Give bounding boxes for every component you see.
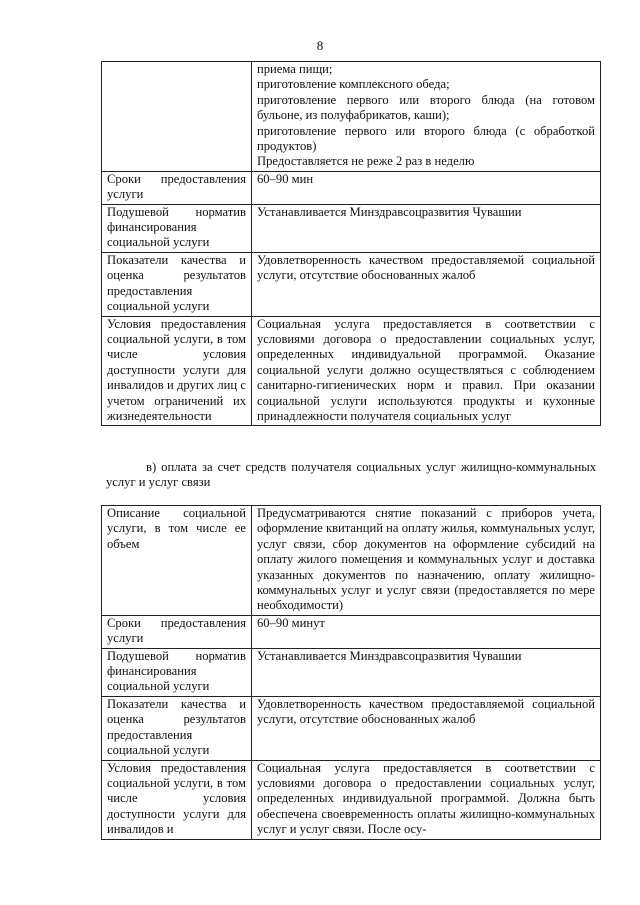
row-value-conditions: Социальная услуга предоставляется в соответствии с условиями договора о предоставлении социальных услуг, определенных индивидуальной программой. Оказание социальной услуги должно осуществляться с соблюдением санитарно-гигиенических норм и правил. При оказании социальной услуги используются продукты и кухонные принадлежности получателя социальных услуг (252, 316, 601, 426)
row-label-description: Описание социальной услуги, в том числе ее объем (102, 506, 252, 616)
table-row (102, 252, 601, 316)
row-label-funding-norm: Подушевой норматив финансирования социальной услуги (102, 204, 252, 252)
row-value-description: Предусматриваются снятие показаний с приборов учета, оформление квитанций на оплату жилья, коммунальных услуг, услуг связи, сбор документов на оформление субсидий на оплату жилого помещения и коммунальных услуг и доставка указанных документов по назначению, оплату жилищно-коммунальных услуг и услуг связи (предоставляется по мере необходимости) (252, 506, 601, 616)
table-cell-label (102, 62, 252, 172)
row-value-quality-indicators: Удовлетворенность качеством предоставляемой социальной услуги, отсутствие обоснованных жалоб (252, 252, 601, 316)
row-label-conditions: Условия предоставления социальной услуги, в том числе условия доступности услуги для инвалидов и (102, 760, 252, 839)
table-row (102, 696, 601, 760)
services-table-2 (101, 505, 601, 840)
row-value-funding-norm: Устанавливается Минздравсоцразвития Чувашии (252, 204, 601, 252)
table-row (102, 204, 601, 252)
table-row (102, 62, 601, 172)
table-row (102, 316, 601, 426)
table-row (102, 171, 601, 204)
row-value-conditions: Социальная услуга предоставляется в соответствии с условиями договора о предоставлении социальных услуг, определенных индивидуальной программой. Должна быть обеспечена своевременность оплаты жилищно-коммунальных услуг и услуг связи. После осу- (252, 760, 601, 839)
list-item: Предоставляется не реже 2 раз в неделю (257, 154, 475, 169)
row-label-quality-indicators: Показатели качества и оценка результатов предоставления социальной услуги (102, 252, 252, 316)
row-label-service-terms: Сроки предоставления услуги (102, 171, 252, 204)
row-value-service-terms: 60–90 мин (252, 171, 601, 204)
row-value-service-terms: 60–90 минут (252, 615, 601, 648)
row-value-funding-norm: Устанавливается Минздравсоцразвития Чувашии (252, 648, 601, 696)
row-label-service-terms: Сроки предоставления услуги (102, 615, 252, 648)
list-item: приготовление первого или второго блюда (с обработкой продуктов) (257, 123, 595, 154)
list-item: приготовление первого или второго блюда (на готовом бульоне, из полуфабрикатов, каши); (257, 92, 595, 123)
row-label-conditions: Условия предоставления социальной услуги, в том числе условия доступности услуги для инвалидов и других лиц с учетом ограничений их жизнедеятельности (102, 316, 252, 426)
row-label-funding-norm: Подушевой норматив финансирования социальной услуги (102, 648, 252, 696)
row-label-quality-indicators: Показатели качества и оценка результатов предоставления социальной услуги (102, 696, 252, 760)
list-item: приготовление комплексного обеда; (257, 77, 450, 92)
page-number: 8 (316, 38, 324, 53)
section-heading: в) оплата за счет средств получателя социальных услуг жилищно-коммунальных услуг и услуг связи (106, 460, 596, 490)
table-row (102, 506, 601, 616)
table-row (102, 760, 601, 839)
row-value-quality-indicators: Удовлетворенность качеством предоставляемой социальной услуги, отсутствие обоснованных жалоб (252, 696, 601, 760)
table-cell-value (252, 62, 601, 172)
table-row (102, 648, 601, 696)
table-row (102, 615, 601, 648)
list-item: приема пищи; (257, 62, 333, 76)
services-table-1 (101, 61, 601, 426)
